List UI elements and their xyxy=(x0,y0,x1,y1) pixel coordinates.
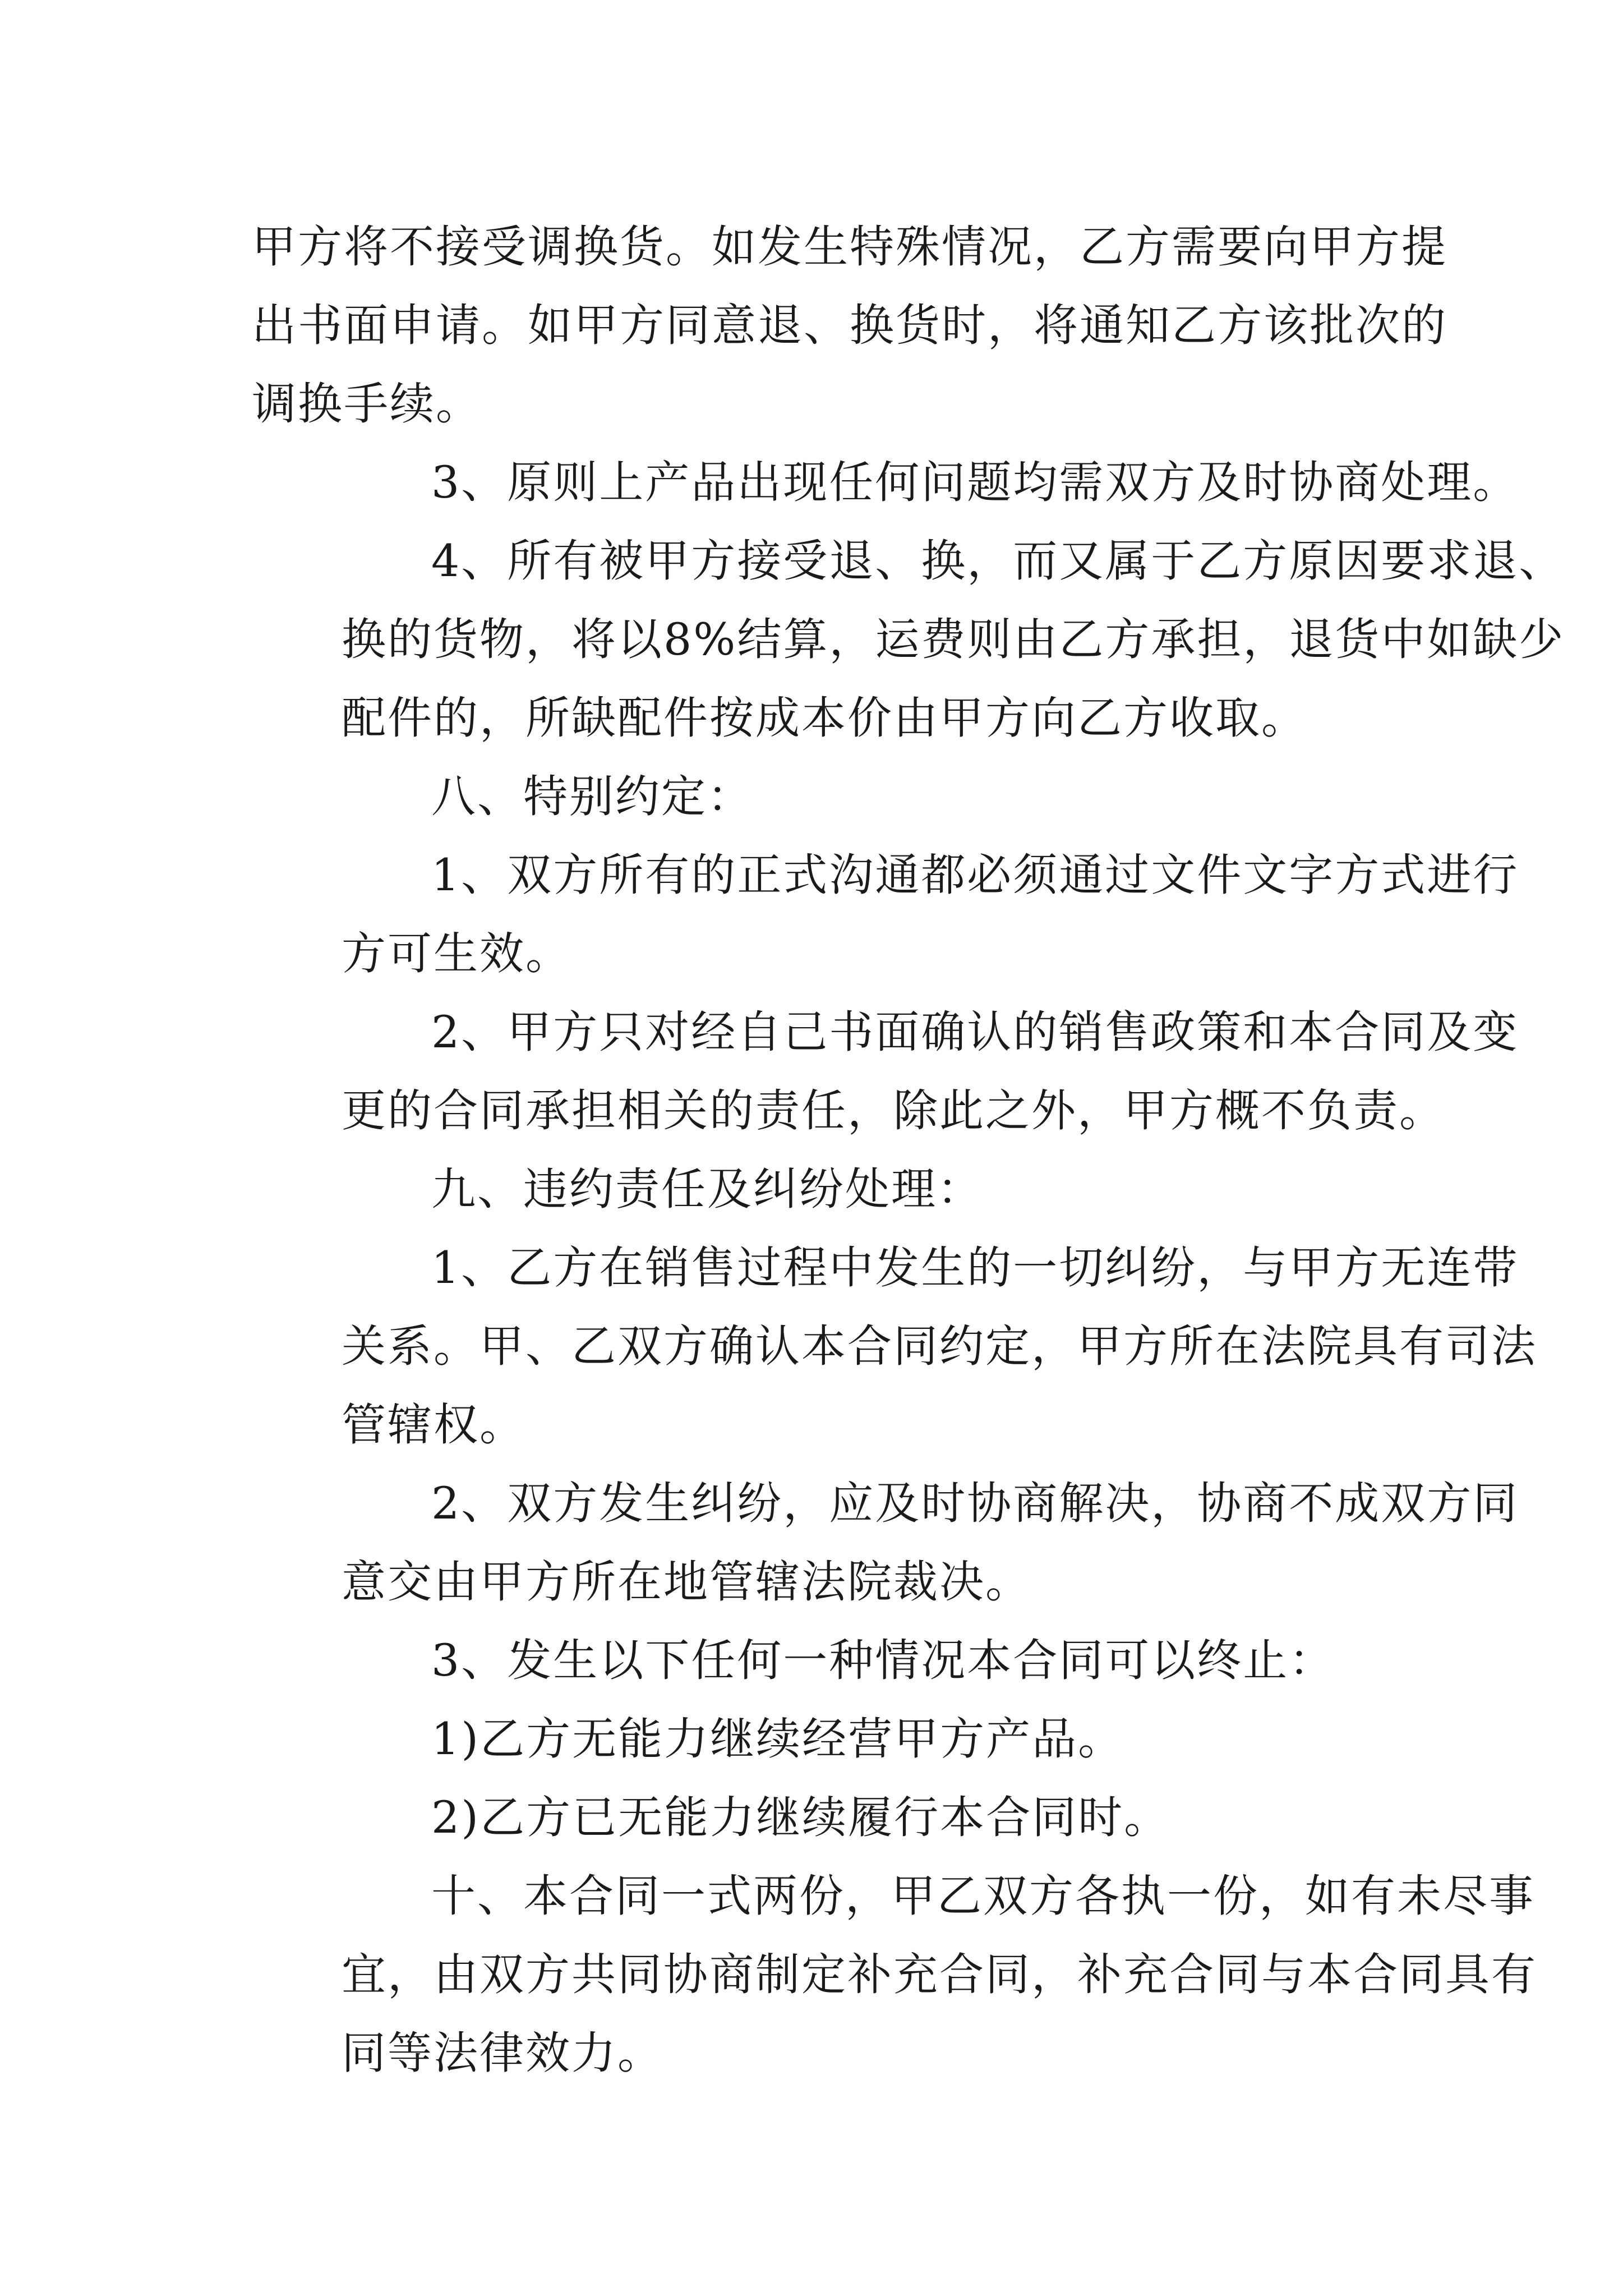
paragraph xyxy=(252,1857,1537,2092)
text-line: 3、发生以下任何一种情况本合同可以终止： xyxy=(431,1635,1335,1686)
text-line: 3、原则上产品出现任何问题均需双方及时协商处理。 xyxy=(431,457,1519,508)
document-body xyxy=(252,208,1565,2092)
text-line: 配件的，所缺配件按成本价由甲方向乙方收取。 xyxy=(342,692,1307,744)
paragraph xyxy=(252,1150,1396,1228)
text-line: 调换手续。 xyxy=(252,378,482,430)
text-line: 管辖权。 xyxy=(342,1399,525,1451)
paragraph xyxy=(252,836,1519,993)
text-line: 出书面申请。如甲方同意退、换货时，将通知乙方该批次的 xyxy=(252,300,1447,351)
text-line: 宜，由双方共同协商制定补充合同，补充合同与本合同具有 xyxy=(342,1949,1537,2000)
text-line: 1、双方所有的正式沟通都必须通过文件文字方式进行 xyxy=(431,849,1519,901)
text-line: 八、特别约定： xyxy=(431,771,753,822)
text-line: 1)乙方无能力继续经营甲方产品。 xyxy=(431,1713,1124,1765)
paragraph xyxy=(252,993,1519,1150)
text-line: 2、甲方只对经自己书面确认的销售政策和本合同及变 xyxy=(431,1006,1519,1058)
paragraph xyxy=(252,208,1447,443)
text-line: 同等法律效力。 xyxy=(342,2027,663,2079)
text-line: 更的合同承担相关的责任，除此之外，甲方概不负责。 xyxy=(342,1085,1445,1137)
paragraph xyxy=(252,1228,1537,1464)
text-line: 关系。甲、乙双方确认本合同约定，甲方所在法院具有司法 xyxy=(342,1320,1537,1372)
text-line: 甲方将不接受调换货。如发生特殊情况，乙方需要向甲方提 xyxy=(252,221,1447,273)
text-line: 十、本合同一式两份，甲乙双方各执一份，如有未尽事 xyxy=(431,1870,1535,1922)
paragraph xyxy=(252,1778,1396,1857)
paragraph xyxy=(252,1621,1396,1700)
paragraph xyxy=(252,443,1519,522)
text-line: 2、双方发生纠纷，应及时协商解决，协商不成双方同 xyxy=(431,1478,1519,1529)
text-line: 换的货物，将以8%结算，运费则由乙方承担，退货中如缺少 xyxy=(342,614,1565,665)
paragraph xyxy=(252,1464,1519,1621)
paragraph xyxy=(252,757,1396,836)
text-line: 方可生效。 xyxy=(342,928,571,979)
paragraph xyxy=(252,522,1565,757)
text-line: 九、违约责任及纠纷处理： xyxy=(431,1163,983,1215)
text-line: 1、乙方在销售过程中发生的一切纠纷，与甲方无连带 xyxy=(431,1242,1519,1294)
text-line: 4、所有被甲方接受退、换，而又属于乙方原因要求退、 xyxy=(431,535,1565,587)
text-line: 意交由甲方所在地管辖法院裁决。 xyxy=(342,1556,1031,1608)
text-line: 2)乙方已无能力继续履行本合同时。 xyxy=(431,1792,1170,1843)
paragraph xyxy=(252,1700,1396,1778)
